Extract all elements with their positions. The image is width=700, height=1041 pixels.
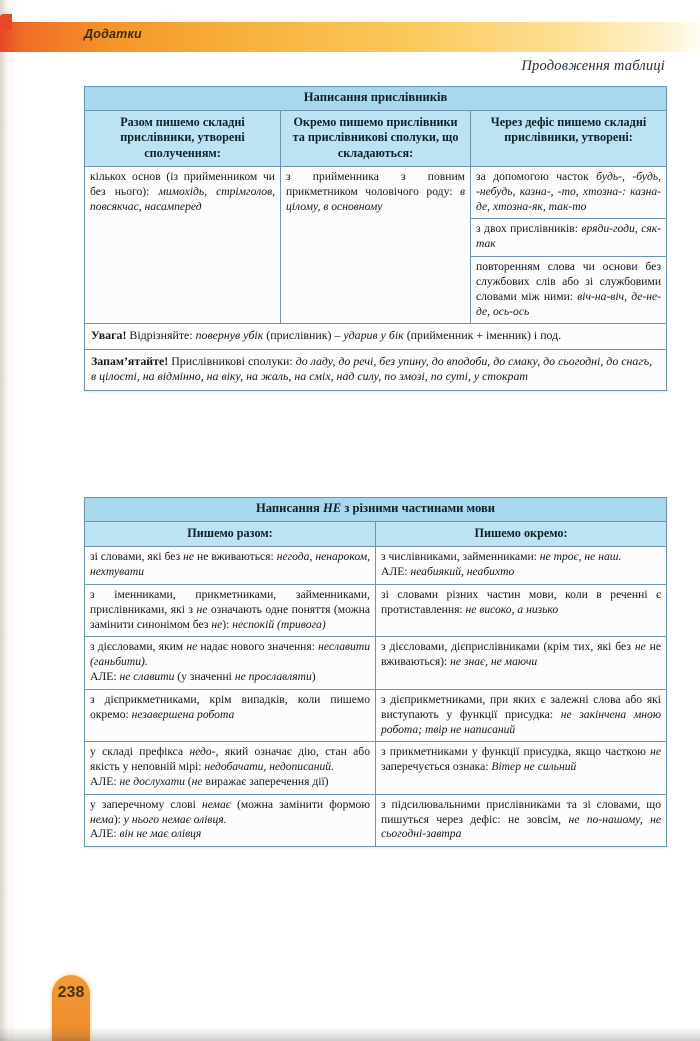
- table-adverbs-title: Написання прислівників: [85, 87, 667, 111]
- col-header-hyphen: Через дефіс пишемо складні прислівники, утворені:: [471, 110, 667, 166]
- table-row-title: [85, 87, 667, 111]
- cell-hyphen-rule-2: з двох прислівників: вряди-годи, сяк-так: [471, 219, 667, 257]
- cell-separate-rules: з прийменника з повним прикметником чоловічого роду: в цілому, в основному: [281, 166, 471, 323]
- page-number-tab: [52, 975, 90, 1041]
- page-left-edge: [0, 0, 10, 1041]
- table-row: [85, 166, 667, 218]
- page-bottom-shadow: [0, 1027, 700, 1041]
- cell-together-rules: кількох основ (із прийменником чи без нього): мимохідь, стрімголов, повсякчас, насамперед: [85, 166, 281, 323]
- table-row: [85, 794, 667, 846]
- col-header-together: Разом пишемо складні прислівники, утворені сполученням:: [85, 110, 281, 166]
- table-row: [85, 742, 667, 794]
- running-head-label: Додатки: [84, 27, 142, 41]
- cell-separate-2: зі словами різних частин мови, коли в реченні є протиставлення: не високо, а низько: [376, 584, 667, 636]
- cell-hyphen-rule-1: за допомогою часток будь-, -будь, -небудь, казна-, -то, хтозна-: казна-де, хтозна-як, так-то: [471, 166, 667, 218]
- cell-separate-3: з дієсловами, дієприслівниками (крім тих, які без не не вживаються): не знає, не маючи: [376, 637, 667, 689]
- note-remember: Запам’ятайте! Прислівникові сполуки: до ладу, до речі, без упину, до вподоби, до смаку, до сьогодні, до снагъ, в цілості, на відмінно, на віку, на жаль, на сміх, над силу, по змозі, по суті, у стократ: [85, 349, 667, 390]
- table-row: [85, 689, 667, 741]
- continuation-note: Продовження таблиці: [521, 58, 665, 74]
- cell-together-4: з дієприкметниками, крім випадків, коли пишемо окремо: незавершена робота: [85, 689, 376, 741]
- col-header-write-together: Пишемо разом:: [85, 521, 376, 546]
- cell-together-1: зі словами, які без не не вживаються: негода, ненароком, нехтувати: [85, 547, 376, 585]
- running-head-bar: [0, 22, 700, 52]
- table-row-remember: [85, 349, 667, 390]
- table-row-headers: [85, 110, 667, 166]
- table-row-headers: [85, 521, 667, 546]
- table-adverbs: [84, 86, 667, 391]
- table-row: [85, 547, 667, 585]
- cell-separate-6: з підсилювальними прислівниками та зі словами, що пишуться через дефіс: не зовсім, не по-нашому, не сьогодні-завтра: [376, 794, 667, 846]
- cell-together-5: у складі префікса недо-, який означає дію, стан або якість у неповній мірі: недобачати, недописаний. АЛЕ: не дослухати (не виражає заперечення дії): [85, 742, 376, 794]
- table-row-title: [85, 498, 667, 522]
- cell-separate-1: з числівниками, займенниками: не троє, не наш. АЛЕ: неабиякий, неабихто: [376, 547, 667, 585]
- table-row: [85, 584, 667, 636]
- cell-separate-5: з прикметниками у функції присудка, якщо часткою не заперечується ознака: Вітер не сильний: [376, 742, 667, 794]
- table-ne-spelling: [84, 497, 667, 847]
- cell-together-3: з дієсловами, яким не надає нового значення: неславити (ганьбити). АЛЕ: не славити (у значенні не прославляти): [85, 637, 376, 689]
- col-header-write-separate: Пишемо окремо:: [376, 521, 667, 546]
- page-number-label: 238: [57, 984, 85, 1001]
- cell-together-6: у заперечному слові немає (можна замінити формою нема): у нього немає олівця. АЛЕ: він не має олівця: [85, 794, 376, 846]
- table-row: [85, 637, 667, 689]
- col-header-separate: Окремо пишемо прислівники та прислівникові сполуки, що складаються:: [281, 110, 471, 166]
- cell-separate-4: з дієприкметниками, при яких є залежні слова або які виступають у функції присудка: не закінчена мною робота; твір не написаний: [376, 689, 667, 741]
- table-ne-title: Написання НЕ з різними частинами мови: [85, 498, 667, 522]
- cell-together-2: з іменниками, прикметниками, займенниками, прислівниками, які з не означають одне поняття (можна замінити синонімом без не): неспокій (тривога): [85, 584, 376, 636]
- running-head-cap: [0, 14, 12, 30]
- cell-hyphen-rule-3: повторенням слова чи основи без службових слів або зі службовими словами між ними: віч-на-віч, де-не-де, ось-ось: [471, 257, 667, 324]
- note-attention: Увага! Відрізняйте: повернув убік (прислівник) – ударив у бік (прийменник + іменник) і под.: [85, 324, 667, 349]
- table-row-attention: [85, 324, 667, 349]
